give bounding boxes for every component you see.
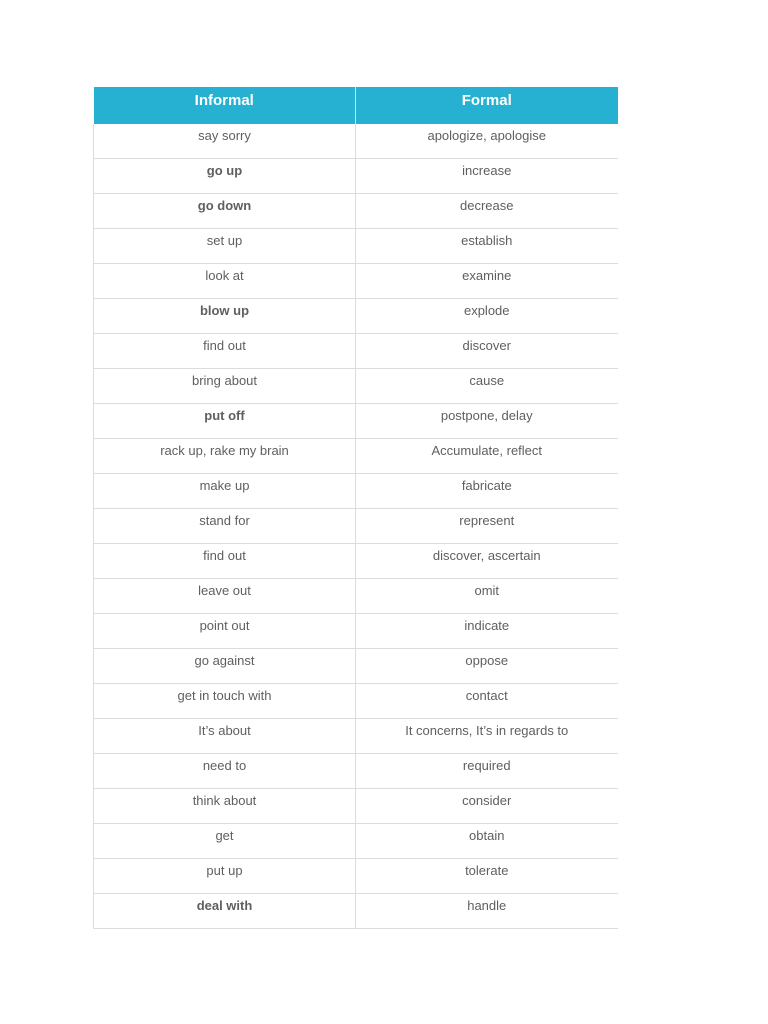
informal-term: rack up, rake my brain bbox=[94, 439, 356, 474]
informal-term: find out bbox=[94, 544, 356, 579]
formal-term: Accumulate, reflect bbox=[356, 439, 618, 474]
formal-term: omit bbox=[356, 579, 618, 614]
formal-term: oppose bbox=[356, 649, 618, 684]
formal-term: establish bbox=[356, 229, 618, 264]
formal-term: consider bbox=[356, 789, 618, 824]
formal-term: contact bbox=[356, 684, 618, 719]
table-row bbox=[94, 299, 618, 334]
table-row bbox=[94, 719, 618, 754]
informal-term: say sorry bbox=[94, 124, 356, 159]
informal-term: get in touch with bbox=[94, 684, 356, 719]
table-row bbox=[94, 334, 618, 369]
formal-term: apologize, apologise bbox=[356, 124, 618, 159]
table-row bbox=[94, 509, 618, 544]
informal-term: put up bbox=[94, 859, 356, 894]
formal-term: handle bbox=[356, 894, 618, 929]
informal-term: point out bbox=[94, 614, 356, 649]
informal-term: It’s about bbox=[94, 719, 356, 754]
formal-term: required bbox=[356, 754, 618, 789]
informal-term: set up bbox=[94, 229, 356, 264]
table-row bbox=[94, 754, 618, 789]
table-row bbox=[94, 789, 618, 824]
table-row bbox=[94, 544, 618, 579]
table-row bbox=[94, 369, 618, 404]
header-formal: Formal bbox=[356, 87, 618, 124]
informal-term: go against bbox=[94, 649, 356, 684]
informal-term: think about bbox=[94, 789, 356, 824]
informal-term: go up bbox=[94, 159, 356, 194]
table-row bbox=[94, 894, 618, 929]
informal-term: go down bbox=[94, 194, 356, 229]
table-row bbox=[94, 439, 618, 474]
table-row bbox=[94, 194, 618, 229]
table-header-row bbox=[94, 87, 618, 124]
vocabulary-table bbox=[93, 87, 618, 929]
informal-term: blow up bbox=[94, 299, 356, 334]
table-row bbox=[94, 229, 618, 264]
informal-term: deal with bbox=[94, 894, 356, 929]
table-row bbox=[94, 859, 618, 894]
informal-term: put off bbox=[94, 404, 356, 439]
table-body bbox=[94, 124, 618, 929]
table-row bbox=[94, 264, 618, 299]
informal-term: look at bbox=[94, 264, 356, 299]
informal-term: bring about bbox=[94, 369, 356, 404]
formal-term: cause bbox=[356, 369, 618, 404]
table-row bbox=[94, 579, 618, 614]
header-informal: Informal bbox=[94, 87, 356, 124]
formal-term: decrease bbox=[356, 194, 618, 229]
table-row bbox=[94, 614, 618, 649]
formal-term: postpone, delay bbox=[356, 404, 618, 439]
formal-term: discover bbox=[356, 334, 618, 369]
table-row bbox=[94, 404, 618, 439]
informal-term: stand for bbox=[94, 509, 356, 544]
formal-term: increase bbox=[356, 159, 618, 194]
informal-term: make up bbox=[94, 474, 356, 509]
table-row bbox=[94, 684, 618, 719]
informal-term: get bbox=[94, 824, 356, 859]
table-row bbox=[94, 649, 618, 684]
formal-term: fabricate bbox=[356, 474, 618, 509]
formal-term: represent bbox=[356, 509, 618, 544]
formal-term: obtain bbox=[356, 824, 618, 859]
formal-term: indicate bbox=[356, 614, 618, 649]
formal-term: tolerate bbox=[356, 859, 618, 894]
informal-term: find out bbox=[94, 334, 356, 369]
table-row bbox=[94, 824, 618, 859]
table-row bbox=[94, 159, 618, 194]
informal-term: need to bbox=[94, 754, 356, 789]
formal-term: It concerns, It’s in regards to bbox=[356, 719, 618, 754]
informal-term: leave out bbox=[94, 579, 356, 614]
table-row bbox=[94, 474, 618, 509]
formal-term: examine bbox=[356, 264, 618, 299]
table-row bbox=[94, 124, 618, 159]
formal-term: discover, ascertain bbox=[356, 544, 618, 579]
formal-term: explode bbox=[356, 299, 618, 334]
